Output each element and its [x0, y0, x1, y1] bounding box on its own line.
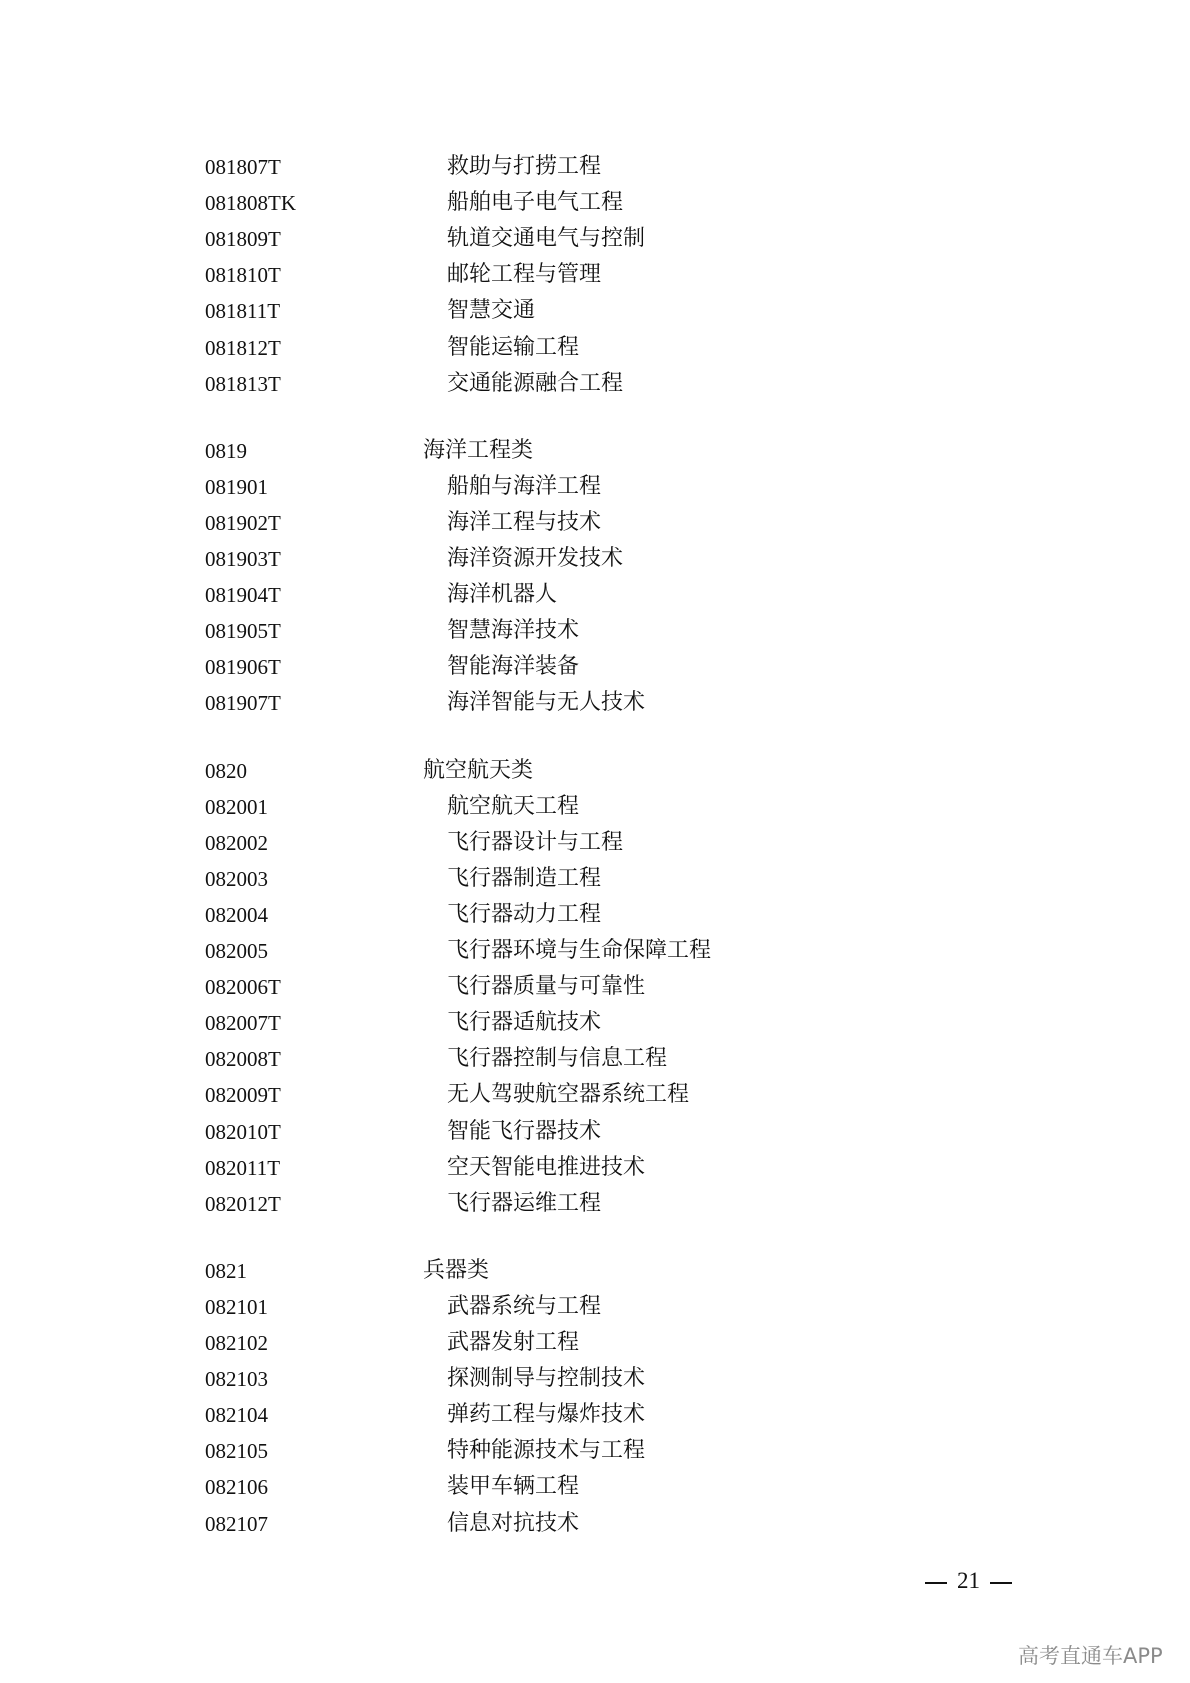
major-row [0, 936, 1190, 966]
major-row [0, 508, 1190, 538]
major-name: 飞行器设计与工程 [447, 829, 624, 855]
major-code: 082010T [205, 1119, 281, 1144]
major-name: 飞行器制造工程 [447, 865, 602, 891]
major-name: 海洋工程与技术 [447, 509, 602, 535]
major-name: 飞行器适航技术 [447, 1010, 602, 1036]
major-code: 082001 [205, 794, 268, 819]
category-header-row [0, 1256, 1190, 1286]
major-row [0, 972, 1190, 1002]
major-name: 智能飞行器技术 [447, 1118, 602, 1144]
major-row [0, 1008, 1190, 1038]
major-code: 082002 [205, 830, 268, 855]
major-name: 海洋资源开发技术 [447, 546, 624, 571]
major-code: 082103 [205, 1367, 268, 1392]
major-row [0, 828, 1190, 858]
major-name: 智慧交通 [447, 298, 536, 324]
major-code: 081902T [205, 510, 281, 535]
major-code: 082004 [205, 902, 268, 927]
major-row [0, 792, 1190, 822]
major-code: 081905T [205, 619, 281, 644]
major-code: 082009T [205, 1083, 281, 1108]
major-code: 081808TK [205, 191, 296, 216]
major-name: 船舶与海洋工程 [447, 473, 602, 499]
major-code: 082006T [205, 975, 281, 1000]
major-name: 救助与打捞工程 [447, 154, 602, 179]
major-code: 081903T [205, 547, 281, 571]
major-code: 082007T [205, 1011, 281, 1036]
major-code: 081807T [205, 155, 281, 179]
major-code: 081906T [205, 655, 281, 680]
major-name: 海洋智能与无人技术 [447, 690, 646, 716]
major-row [0, 1117, 1190, 1147]
major-name: 无人驾驶航空器系统工程 [447, 1082, 690, 1108]
major-name: 武器发射工程 [447, 1330, 580, 1355]
major-code: 082106 [205, 1475, 268, 1500]
major-row [0, 333, 1190, 363]
major-name: 智能海洋装备 [447, 654, 580, 680]
major-row [0, 1328, 1190, 1358]
major-name: 信息对抗技术 [447, 1510, 580, 1536]
major-code: 081901 [205, 474, 268, 499]
major-row [0, 1292, 1190, 1322]
major-row [0, 1509, 1190, 1539]
page-dash-left [925, 1582, 947, 1584]
major-code: 082008T [205, 1047, 281, 1072]
major-name: 弹药工程与爆炸技术 [447, 1402, 646, 1428]
category-code: 0819 [205, 438, 247, 463]
major-row [0, 1400, 1190, 1430]
major-name: 武器系统与工程 [447, 1293, 602, 1319]
major-code: 081907T [205, 691, 281, 716]
major-name: 海洋机器人 [447, 582, 558, 608]
major-row [0, 688, 1190, 718]
major-row [0, 864, 1190, 894]
category-header-row [0, 756, 1190, 786]
major-name: 智能运输工程 [447, 334, 580, 360]
category-name: 海洋工程类 [423, 437, 534, 463]
major-name: 探测制导与控制技术 [447, 1366, 646, 1392]
page-number [915, 1566, 1022, 1596]
major-row [0, 616, 1190, 646]
major-row [0, 1080, 1190, 1110]
category-name: 航空航天类 [423, 757, 534, 783]
major-name: 特种能源技术与工程 [447, 1438, 646, 1464]
category-code: 0820 [205, 758, 247, 783]
major-row [0, 1153, 1190, 1183]
category-header-row [0, 436, 1190, 466]
major-code: 081813T [205, 371, 281, 396]
major-code: 082012T [205, 1191, 281, 1216]
major-row [0, 472, 1190, 502]
major-row [0, 1364, 1190, 1394]
major-code: 082011T [205, 1155, 281, 1180]
major-row [0, 900, 1190, 930]
major-name: 飞行器控制与信息工程 [447, 1046, 668, 1072]
major-row [0, 188, 1190, 218]
major-code: 082005 [205, 939, 268, 963]
major-name: 轨道交通电气与控制 [447, 226, 646, 252]
major-row [0, 296, 1190, 326]
major-name: 飞行器环境与生命保障工程 [447, 938, 712, 963]
major-name: 交通能源融合工程 [447, 370, 624, 396]
major-code: 081904T [205, 583, 281, 608]
major-row [0, 580, 1190, 610]
major-name: 装甲车辆工程 [447, 1474, 580, 1500]
major-row [0, 1472, 1190, 1502]
major-name: 飞行器质量与可靠性 [447, 974, 646, 1000]
major-code: 082101 [205, 1294, 268, 1319]
major-name: 飞行器动力工程 [447, 901, 602, 927]
major-row [0, 224, 1190, 254]
major-row [0, 652, 1190, 682]
major-code: 082107 [205, 1511, 268, 1536]
watermark: 高考直通车APP [1018, 1644, 1163, 1668]
major-code: 082104 [205, 1403, 268, 1428]
major-name: 空天智能电推进技术 [447, 1154, 646, 1180]
major-code: 082105 [205, 1439, 268, 1464]
major-code: 081809T [205, 227, 281, 252]
major-name: 航空航天工程 [447, 793, 580, 819]
major-code: 082102 [205, 1331, 268, 1355]
major-code: 082003 [205, 866, 268, 891]
category-name: 兵器类 [423, 1257, 490, 1283]
category-code: 0821 [205, 1258, 247, 1283]
major-name: 飞行器运维工程 [447, 1190, 602, 1216]
major-row [0, 369, 1190, 399]
major-code: 081812T [205, 335, 281, 360]
major-row [0, 152, 1190, 182]
major-row [0, 260, 1190, 290]
page-dash-right [990, 1582, 1012, 1584]
major-code: 081811T [205, 299, 281, 324]
major-row [0, 544, 1190, 574]
major-row [0, 1189, 1190, 1219]
major-code: 081810T [205, 263, 281, 288]
major-name: 邮轮工程与管理 [447, 262, 602, 288]
major-row [0, 1436, 1190, 1466]
major-name: 智慧海洋技术 [447, 618, 580, 644]
page-number-text: 21 [957, 1568, 980, 1593]
major-row [0, 1044, 1190, 1074]
major-name: 船舶电子电气工程 [447, 190, 624, 216]
